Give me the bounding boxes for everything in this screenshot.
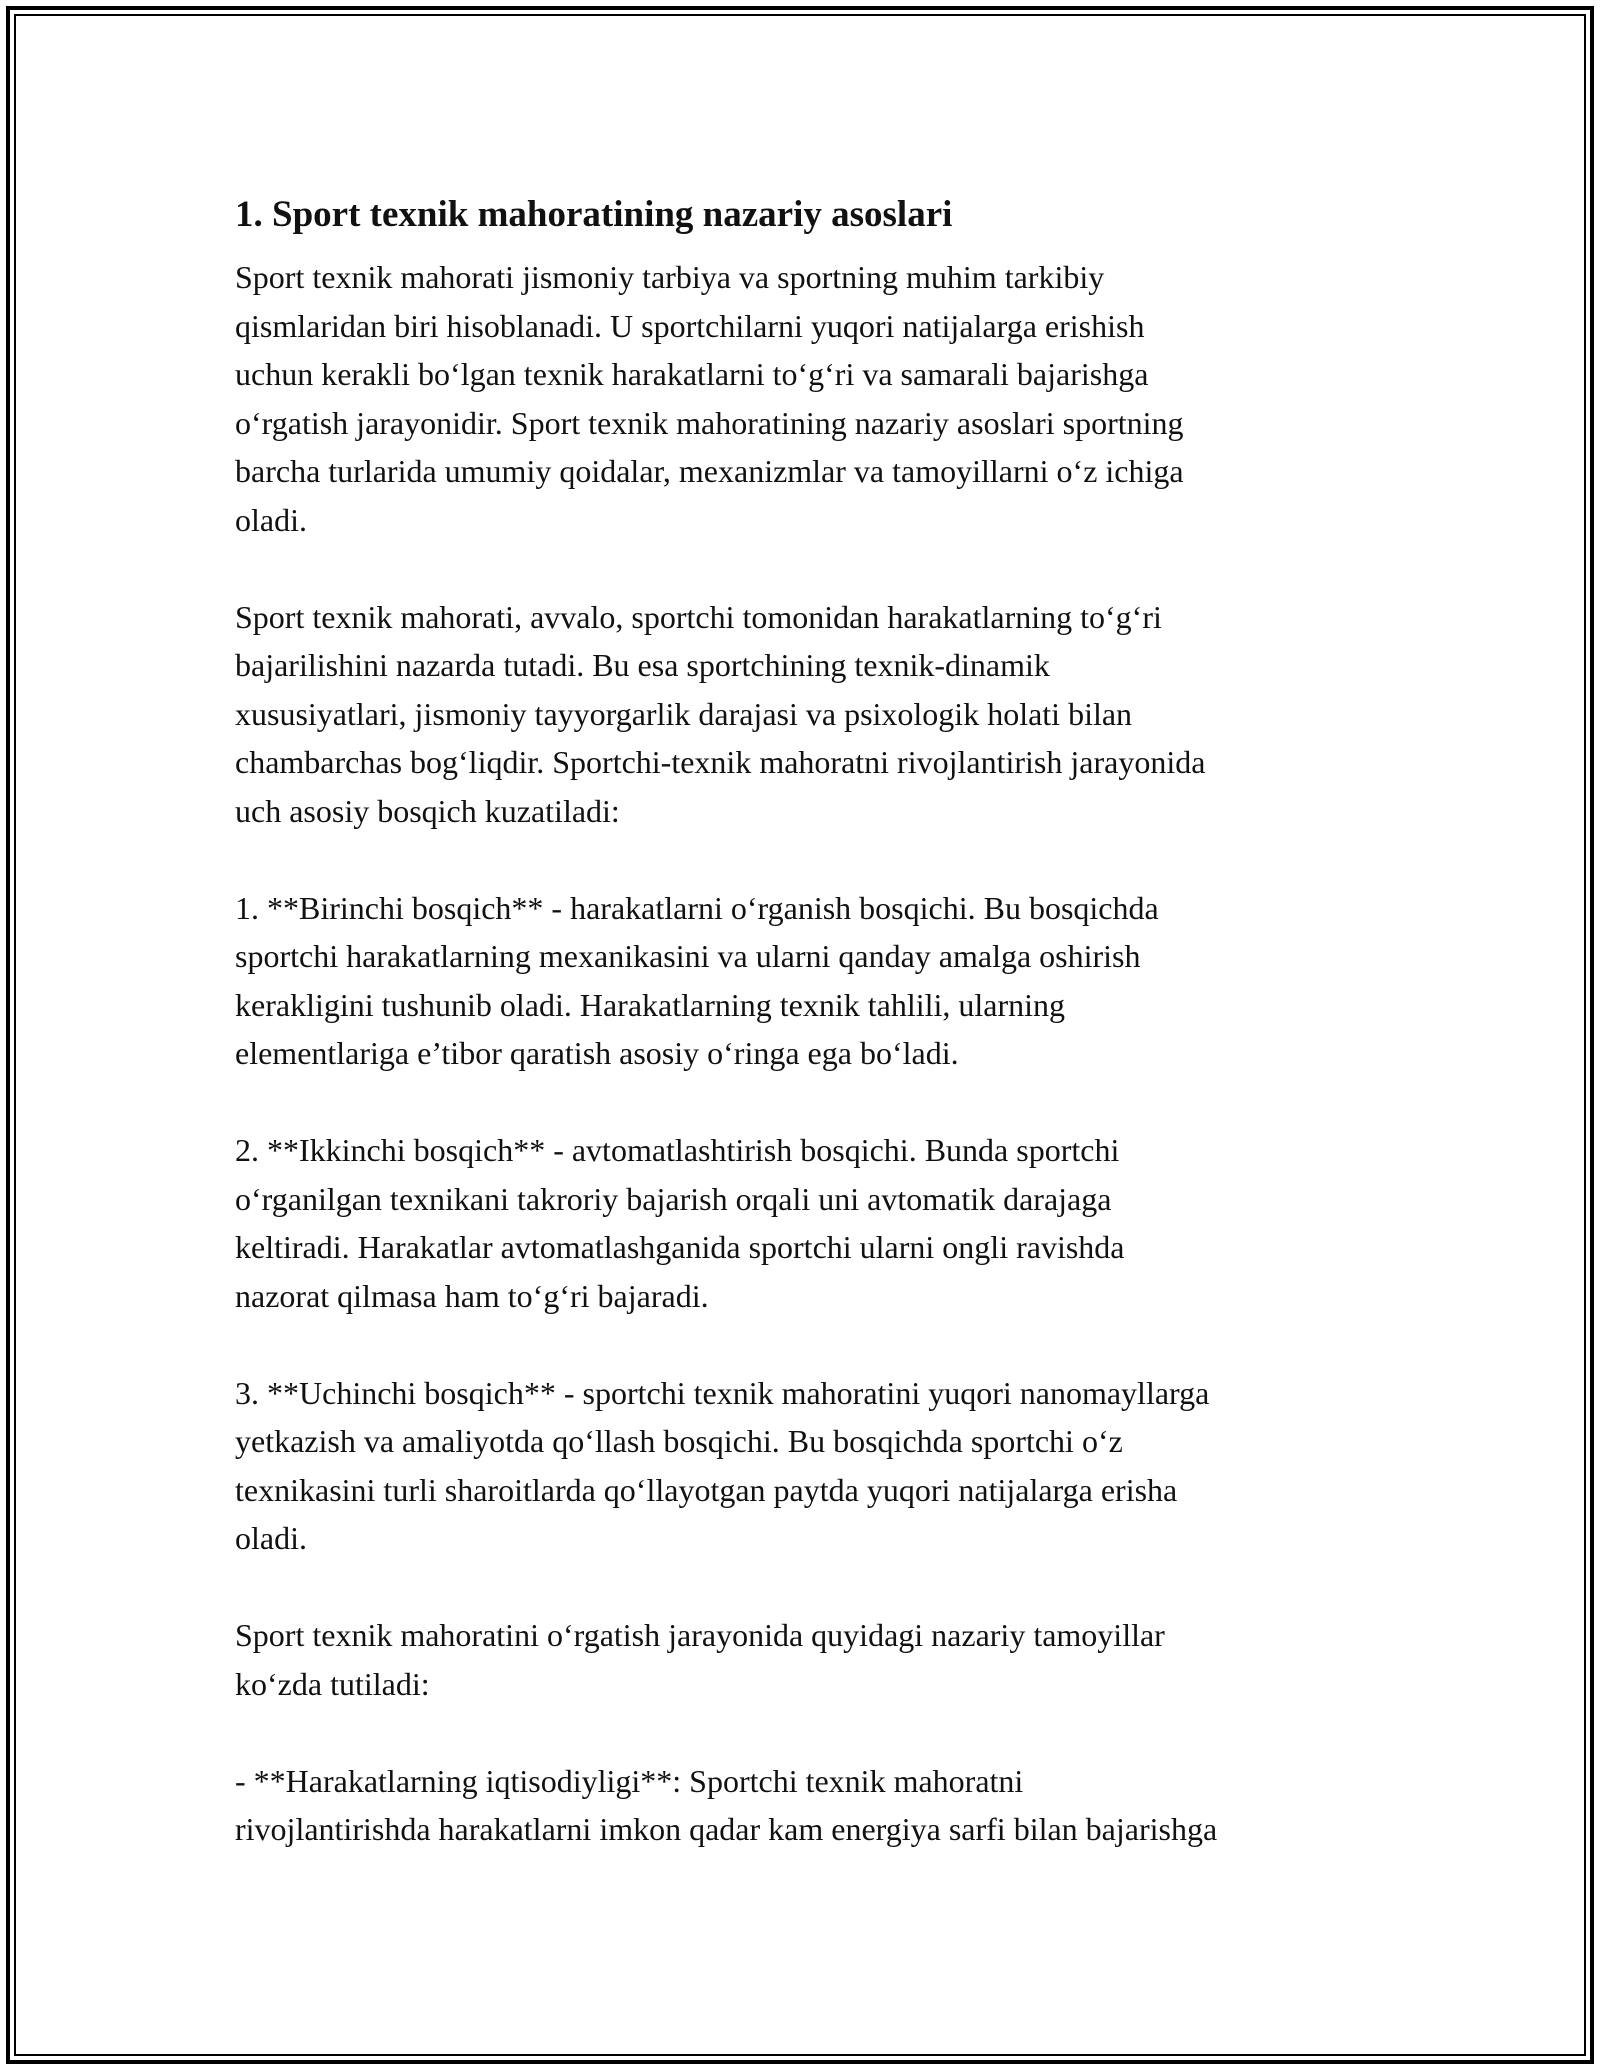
paragraph-gap xyxy=(235,835,1375,884)
paragraph-gap xyxy=(235,1078,1375,1127)
text-line: ko‘zda tutiladi: xyxy=(235,1665,430,1702)
paragraph xyxy=(235,1611,1375,1708)
paragraph-gap xyxy=(235,1320,1375,1369)
text-line: yetkazish va amaliyotda qo‘llash bosqichi. Bu bosqichda sportchi o‘z xyxy=(235,1423,1123,1459)
section-heading: 1. Sport texnik mahoratining nazariy asoslari xyxy=(235,194,953,235)
text-line: o‘rgatish jarayonidir. Sport texnik mahoratining nazariy asoslari sportning xyxy=(235,404,1184,441)
text-line: xususiyatlari, jismoniy tayyorgarlik darajasi va psixologik holati bilan xyxy=(235,695,1133,732)
text-line: chambarchas bog‘liqdir. Sportchi-texnik mahoratni rivojlantirish jarayonida xyxy=(235,744,1206,780)
paragraph-gap xyxy=(235,544,1375,593)
paragraph xyxy=(235,1757,1375,1854)
text-line: 2. **Ikkinchi bosqich** - avtomatlashtirish bosqichi. Bunda sportchi xyxy=(235,1132,1120,1168)
paragraph xyxy=(235,1369,1375,1563)
text-line: Sport texnik mahoratini o‘rgatish jarayonida quyidagi nazariy tamoyillar xyxy=(235,1617,1165,1653)
text-line: elementlariga e’tibor qaratish asosiy o‘ringa ega bo‘ladi. xyxy=(235,1035,959,1071)
text-line: barcha turlarida umumiy qoidalar, mexanizmlar va tamoyillarni o‘z ichiga xyxy=(235,453,1184,489)
text-line: Sport texnik mahorati jismoniy tarbiya va sportning muhim tarkibiy xyxy=(235,259,1105,295)
document-body xyxy=(235,185,1375,1854)
text-line: oladi. xyxy=(235,1520,307,1556)
text-line: Sport texnik mahorati, avvalo, sportchi tomonidan harakatlarning to‘g‘ri xyxy=(235,598,1162,635)
text-line: uch asosiy bosqich kuzatiladi: xyxy=(235,792,620,829)
text-line: texnikasini turli sharoitlarda qo‘llayotgan paytda yuqori natijalarga erisha xyxy=(235,1471,1178,1508)
paragraph xyxy=(235,1126,1375,1320)
text-line: nazorat qilmasa ham to‘g‘ri bajaradi. xyxy=(235,1277,709,1314)
text-line: uchun kerakli bo‘lgan texnik harakatlarni to‘g‘ri va samarali bajarishga xyxy=(235,356,1149,392)
paragraph-gap xyxy=(235,1563,1375,1612)
text-line: o‘rganilgan texnikani takroriy bajarish orqali uni avtomatik darajaga xyxy=(235,1180,1112,1217)
paragraph xyxy=(235,253,1375,544)
text-line: qismlaridan biri hisoblanadi. U sportchilarni yuqori natijalarga erishish xyxy=(235,307,1145,344)
paragraph-gap xyxy=(235,1708,1375,1757)
text-line: oladi. xyxy=(235,501,307,538)
text-line: keltiradi. Harakatlar avtomatlashganida sportchi ularni ongli ravishda xyxy=(235,1229,1125,1265)
text-line: rivojlantirishda harakatlarni imkon qadar kam energiya sarfi bilan bajarishga xyxy=(235,1811,1218,1847)
text-line: - **Harakatlarning iqtisodiyligi**: Sportchi texnik mahoratni xyxy=(235,1762,1024,1799)
paragraph xyxy=(235,593,1375,836)
text-line: kerakligini tushunib oladi. Harakatlarning texnik tahlili, ularning xyxy=(235,986,1066,1023)
text-line: sportchi harakatlarning mexanikasini va ularni qanday amalga oshirish xyxy=(235,938,1141,974)
text-line: 3. **Uchinchi bosqich** - sportchi texnik mahoratini yuqori nanomayllarga xyxy=(235,1374,1210,1411)
text-line: 1. **Birinchi bosqich** - harakatlarni o‘rganish bosqichi. Bu bosqichda xyxy=(235,889,1159,926)
paragraph xyxy=(235,884,1375,1078)
paragraph-list xyxy=(235,253,1375,1854)
text-line: bajarilishini nazarda tutadi. Bu esa sportchining texnik-dinamik xyxy=(235,647,1050,683)
